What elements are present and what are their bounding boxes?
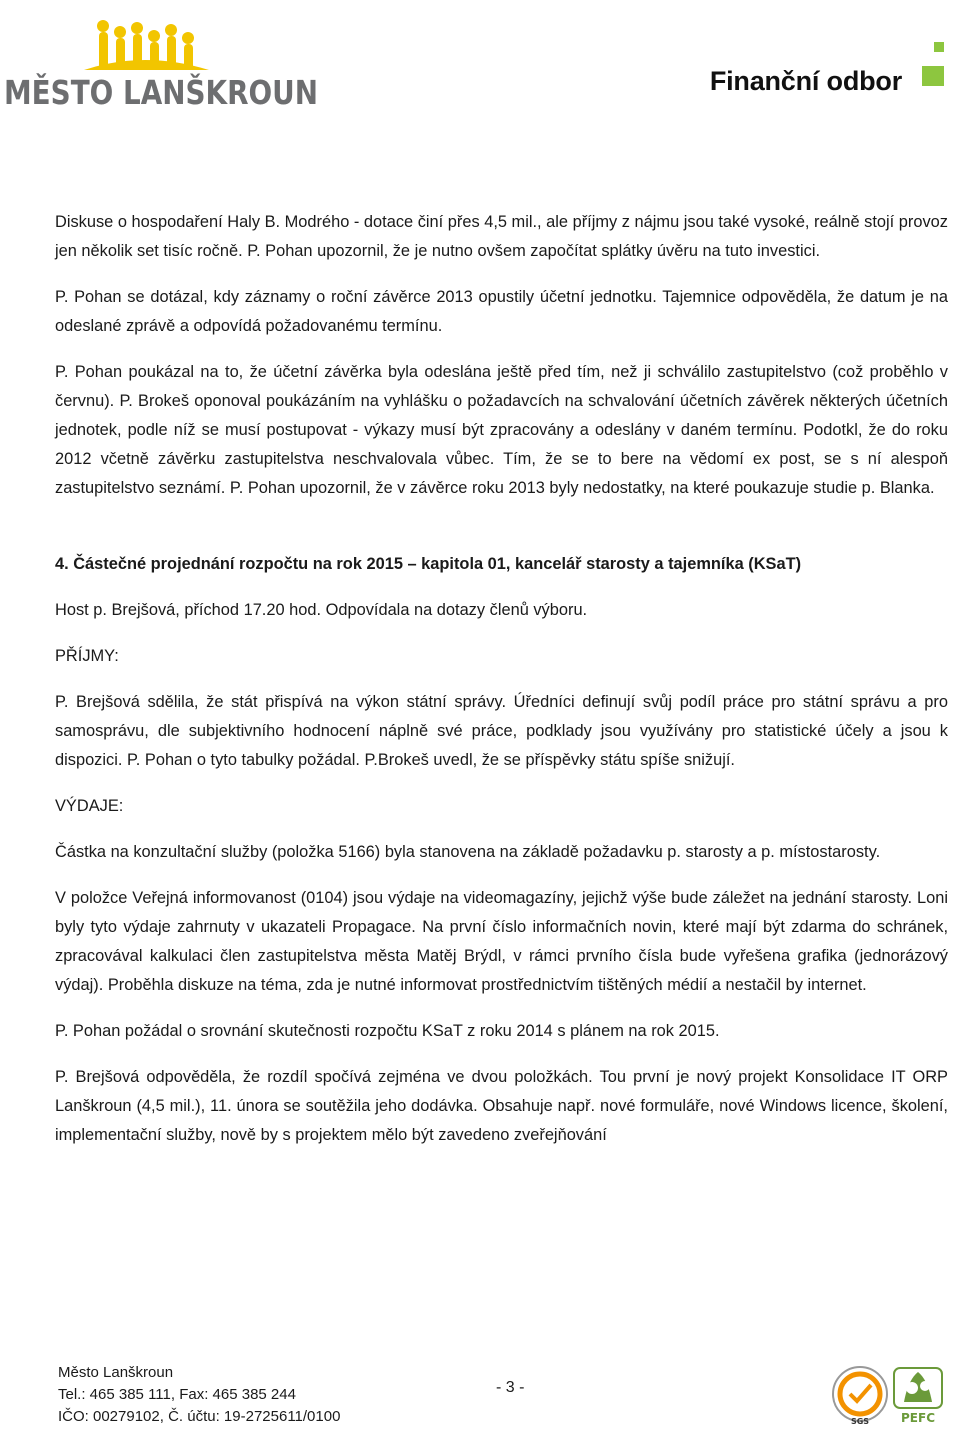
pefc-label: PEFC bbox=[901, 1411, 935, 1425]
footer-contact bbox=[58, 1362, 340, 1428]
expenses-label: VÝDAJE: bbox=[55, 797, 124, 815]
sgs-label: SGS bbox=[850, 1417, 870, 1426]
corner-mark-icon bbox=[922, 42, 948, 92]
paragraph-income: P. Brejšová sdělila, že stát přispívá na výkon státní správy. Úředníci definují svůj podíl práce pro státní správu a pro samosprávu, dle subjektivního hodnocení náplně své práce, podklady jsou využívány pro statistické účely a jsou k dispozici. P. Pohan o tyto tabulky požádal. P.Brokeš uvedl, že se příspěvky státu spíše snižují. bbox=[55, 693, 948, 769]
footer-phone: Tel.: 465 385 111, Fax: 465 385 244 bbox=[58, 1386, 296, 1403]
income-label: PŘÍJMY: bbox=[55, 647, 119, 665]
page-number: - 3 - bbox=[496, 1379, 525, 1396]
logo-wordmark: MĚSTO LANŠKROUN bbox=[4, 73, 377, 112]
city-logo bbox=[4, 14, 377, 124]
section-heading: 4. Částečné projednání rozpočtu na rok 2015 – kapitola 01, kancelář starosty a tajemníka (KSaT) bbox=[55, 555, 802, 573]
paragraph-hall-discussion: Diskuse o hospodaření Haly B. Modrého - dotace činí přes 4,5 mil., ale příjmy z nájmu jsou také vysoké, reálně stojí provoz jen několik set tisíc ročně. P. Pohan upozornil, že je nutno ovšem započítat splátky úvěru na tuto investici. bbox=[55, 213, 948, 260]
pefc-tree-icon bbox=[894, 1368, 942, 1425]
sgs-seal-icon bbox=[833, 1367, 887, 1426]
certification-logos bbox=[830, 1362, 948, 1430]
paragraph-guest: Host p. Brejšová, příchod 17.20 hod. Odpovídala na dotazy členů výboru. bbox=[55, 601, 588, 619]
paragraph-closing-discussion: P. Pohan poukázal na to, že účetní závěrka byla odeslána ještě před tím, než ji schválilo zastupitelstvo (což proběhlo v červnu). P. Brokeš oponoval poukázáním na vyhlášku o požadavcích na schvalování účetních závěrek některých účetních jednotek, podle níž se musí postupovat - výkazy musí být zpracovány a odeslány v daném termínu. Podotkl, že do roku 2012 včetně závěrku zastupitelstva neschvalovala vůbec. Tím, že se to bere na vědomí ex post, se s ní alespoň zastupitelstvo seznámí. P. Pohan upozornil, že v závěrce roku 2013 byly nedostatky, na které poukazuje studie p. Blanka. bbox=[55, 363, 948, 497]
paragraph-consulting: Částka na konzultační služby (položka 5166) byla stanovena na základě požadavku p. starosty a p. místostarosty. bbox=[55, 843, 881, 861]
minutes-body bbox=[55, 208, 948, 1150]
footer-ids: IČO: 00279102, Č. účtu: 19-2725611/0100 bbox=[58, 1408, 341, 1425]
paragraph-difference: P. Brejšová odpověděla, že rozdíl spočívá zejména ve dvou položkách. Tou první je nový projekt Konsolidace IT ORP Lanškroun (4,5 mil.), 11. února se soutěžila jeho dodávka. Obsahuje např. nové formuláře, nové Windows licence, školení, implementační služby, nově by s projektem mělo být zavedeno zveřejňování bbox=[55, 1068, 948, 1144]
paragraph-public-info: V položce Veřejná informovanost (0104) jsou výdaje na videomagazíny, jejichž výše bude záležet na jednání starosty. Loni byly tyto výdaje zahrnuty v ukazateli Propagace. Na první číslo informačních novin, které mají být zdarma do schránek, zpracovával kalkulaci člen zastupitelstva města Matěj Brýdl, v rámci prvního čísla bude vyřešena grafika (jednorázový výdaj). Proběhla diskuze na téma, zda je nutné informovat prostřednictvím tištěných médií a nestačil by internet. bbox=[55, 889, 948, 994]
footer-org: Město Lanškroun bbox=[58, 1364, 174, 1381]
paragraph-closing-question: P. Pohan se dotázal, kdy záznamy o roční závěrce 2013 opustily účetní jednotku. Tajemnice odpověděla, že datum je na odeslané zprávě a odpovídá požadovanému termínu. bbox=[55, 288, 948, 335]
paragraph-comparison-request: P. Pohan požádal o srovnání skutečnosti rozpočtu KSaT z roku 2014 s plánem na rok 2015. bbox=[55, 1022, 720, 1040]
department-title: Finanční odbor bbox=[709, 66, 902, 96]
